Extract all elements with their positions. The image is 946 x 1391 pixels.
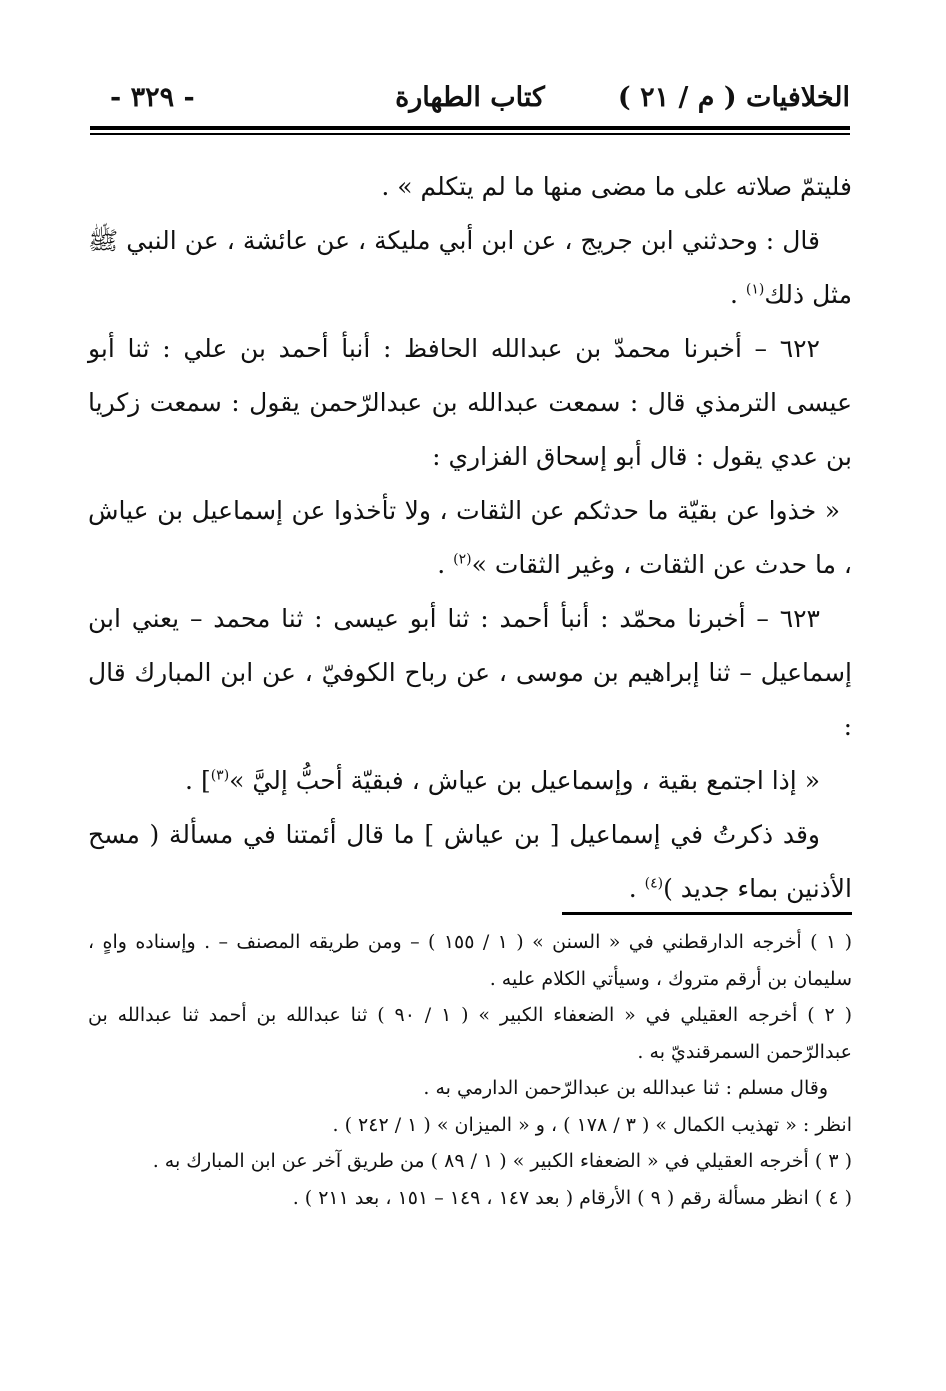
footnote: ( ٤ ) انظر مسألة رقم ( ٩ ) الأرقام ( بعد ١٤٧ ، ١٤٩ – ١٥١ ، بعد ٢١١ ) . [292,1186,852,1209]
header-rule-thin [90,133,850,135]
page-number: - ٣٢٩ - [110,82,195,113]
quote-paragraph: « إذا اجتمع بقية ، وإسماعيل بن عياش ، فبقيّة أحبُّ إليَّ »$^{(٣)}$] . [185,766,820,795]
hadith-paragraph: ٦٢٣ – أخبرنا محمّد : أنبأ أحمد : ثنا أبو عيسى : ثنا محمد – يعني ابن إسماعيل – ثنا إبراهيم بن موسى ، عن رباح الكوفيّ ، عن ابن المبارك قال : [88,604,852,741]
footnote: وقال مسلم : ثنا عبدالله بن عبدالرّحمن الدارمي به . [423,1077,828,1099]
footnote-separator [562,912,852,915]
main-text [88,160,852,916]
footnote: ( ٢ ) أخرجه العقيلي في « الضعفاء الكبير » ( ١ / ٩٠ ) ثنا عبدالله بن أحمد ثنا عبدالله بن عبدالرّحمن السمرقنديّ به . [88,1004,853,1063]
footnote: ( ٣ ) أخرجه العقيلي في « الضعفاء الكبير » ( ١ / ٨٩ ) من طريق آخر عن ابن المبارك به . [152,1150,852,1172]
running-header [90,74,850,122]
footnote: ( ١ ) أخرجه الدارقطني في « السنن » ( ١ / ١٥٥ ) – ومن طريقه المصنف – . وإسناده واهٍ ، سليمان بن أرقم متروك ، وسيأتي الكلام عليه . [88,931,852,990]
footnote-ref[interactable]: (٣) [210,767,230,784]
hadith-paragraph: ٦٢٢ – أخبرنا محمدّ بن عبدالله الحافظ : أنبأ أحمد بن علي : ثنا أبو عيسى الترمذي قال : سمعت عبدالله بن عبدالرّحمن يقول : سمعت زكريا بن عدي يقول : قال أبو إسحاق الفزاري : [88,334,852,471]
footnote-ref[interactable]: (١) [745,281,765,298]
footnotes [88,924,852,1216]
footnote-ref[interactable]: (٢) [453,551,472,568]
paragraph: فليتمّ صلاته على ما مضى منها ما لم يتكلم » . [381,172,852,201]
header-chapter-title: كتاب الطهارة [395,82,545,113]
footnote-ref[interactable]: (٤) [644,875,664,892]
header-volume-title: الخلافيات ( م / ٢١ ) [617,82,850,113]
paragraph: وقد ذكرتُ في إسماعيل [ بن عياش ] ما قال أئمتنا في مسألة ( مسح الأذنين بماء جديد )$^{(٤)}$ . [88,820,852,903]
paragraph: قال : وحدثني ابن جريج ، عن ابن أبي مليكة ، عن عائشة ، عن النبي ﷺ مثل ذلك$^{(١)}$ . [88,226,852,309]
quote-paragraph: « خذوا عن بقيّة ما حدثكم عن الثقات ، ولا تأخذوا عن إسماعيل بن عياش ، ما حدث عن الثقات ، وغير الثقات »$^{(٢)}$ . [88,496,852,579]
header-rule-thick [90,126,850,130]
footnote: انظر : « تهذيب الكمال » ( ٣ / ١٧٨ ) ، و « الميزان » ( ١ / ٢٤٢ ) . [332,1113,852,1136]
